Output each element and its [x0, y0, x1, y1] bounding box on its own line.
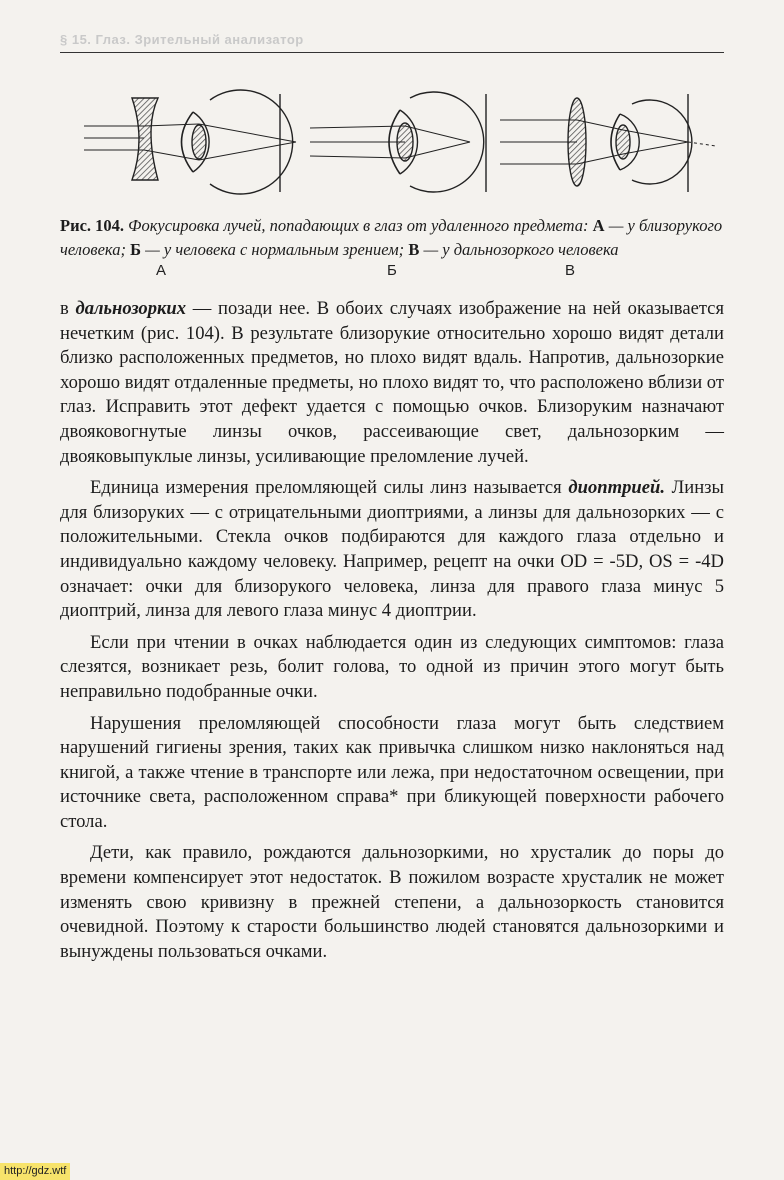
header-divider — [60, 52, 724, 53]
diagram-v-hyperopia — [500, 94, 716, 192]
paragraph-5: Дети, как правило, рождаются дальнозоркими, но хрусталик до поры до времени компенсирует этот недостаток. В пожилом возрасте хрусталик не может изменять свою кривизну в прежней степени, а дальнозоркость становится очевидной. Поэтому к старости большинство людей становятся дальнозоркими и вынуждены пользоваться очками. — [60, 842, 724, 962]
paragraph-2 — [60, 476, 724, 624]
term-diopter: диоптрией. — [568, 477, 665, 499]
running-header — [60, 30, 724, 54]
main-text — [60, 297, 724, 964]
caption-a-text: — у близорукого человека; — [60, 216, 723, 259]
figure-label-a: А — [156, 262, 167, 279]
caption-b-letter: Б — [130, 240, 142, 259]
diagram-a-myopia — [84, 90, 296, 194]
paragraph-1 — [60, 297, 724, 469]
paragraph-1-rest: — позади нее. В обоих случаях изображение на ней оказывается нечетким (рис. 104). В результате близорукие относительно хорошо видят детали близко расположенных предметов, но плохо видят вдаль. Напротив, дальнозоркие хорошо видят отдаленные предметы, но плохо видят то, что расположено вблизи от глаз. Исправить этот дефект удается с помощью очков. Близоруким назначают двояковогнутые линзы очков, рассеивающие свет, дальнозорким — двояковыпуклые линзы, усиливающие преломление лучей. — [60, 298, 724, 467]
paragraph-2-rest: Линзы для близоруких — с отрицательными диоптриями, а линзы для дальнозорких — с положительными. Стекла очков подбираются для каждого глаза отдельно и индивидуально каждому человеку. Например, рецепт на очки OD = -5D, OS = -4D означает: очки для близорукого человека, линза для правого глаза минус 5 диоптрий, линза для левого глаза минус 4 диоптрии. — [60, 477, 724, 622]
figure-label-v: В — [565, 262, 576, 279]
diagram-b-normal — [310, 92, 486, 192]
figure-caption — [60, 214, 724, 262]
paragraph-2-start: Единица измерения преломляющей силы линз называется — [90, 477, 562, 499]
source-link[interactable]: http://gdz.wtf — [0, 1163, 70, 1180]
caption-a-letter: А — [592, 216, 605, 235]
running-header-text: § 15. Глаз. Зрительный анализатор — [60, 32, 304, 47]
caption-text: Фокусировка лучей, попадающих в глаз от удаленного предмета: — [128, 216, 589, 235]
term-hyperopia: дальнозорких — [75, 298, 187, 319]
caption-v-text: — у дальнозоркого человека — [423, 240, 619, 259]
paragraph-1-start: в — [60, 298, 69, 319]
paragraph-3: Если при чтении в очках наблюдается один из следующих симптомов: глаза слезятся, возникает резь, болит голова, то одной из причин этого могут быть неправильно подобранные очки. — [60, 631, 724, 702]
paragraph-4: Нарушения преломляющей способности глаза могут быть следствием нарушений гигиены зрения, таких как привычка слишком низко наклоняться над книгой, а также чтение в транспорте или лежа, при недостаточном освещении, при источнике света, расположенном справа* при бликующей поверхности рабочего стола. — [60, 712, 724, 832]
caption-b-text: — у человека с нормальным зрением; — [145, 240, 405, 259]
caption-number: Рис. 104. — [60, 216, 125, 235]
eye-diagrams — [60, 80, 724, 205]
caption-v-letter: В — [408, 240, 420, 259]
figure-label-b: Б — [387, 262, 397, 279]
